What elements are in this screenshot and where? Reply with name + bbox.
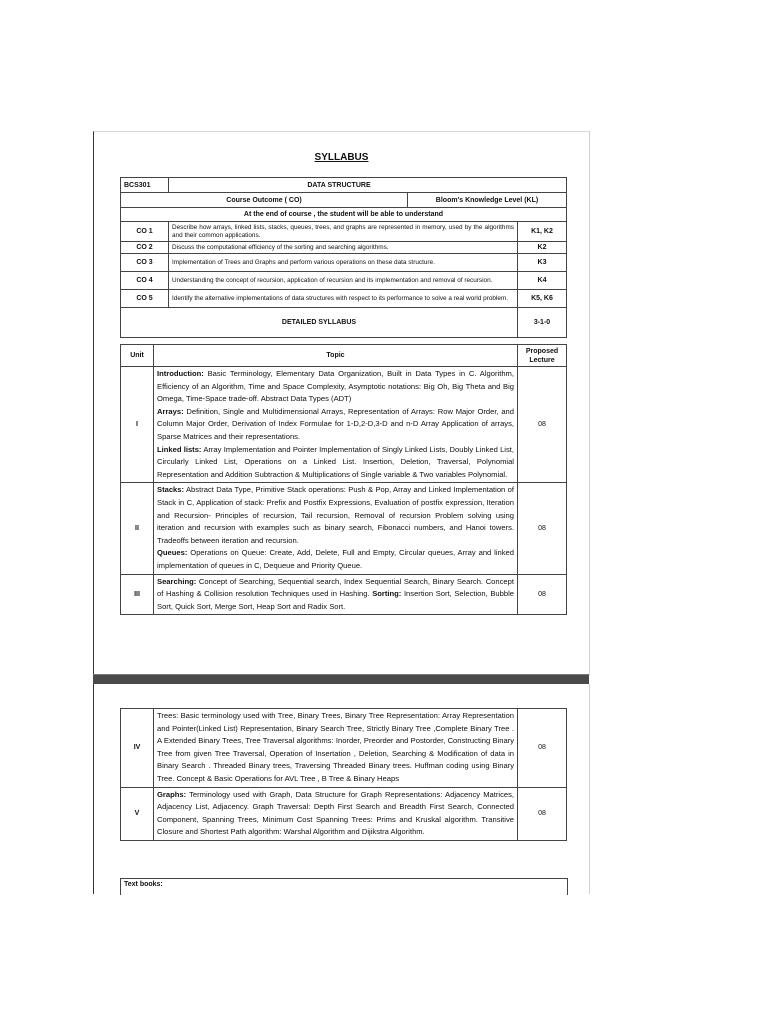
course-code: BCS301 [121,178,169,193]
unit-rows-continued [121,709,567,841]
co-row [121,242,567,254]
page-title: SYLLABUS [314,152,369,163]
lecture-count: 08 [518,574,567,615]
kl-heading: Bloom's Knowledge Level (KL) [408,193,567,208]
co-knowledge-level: K4 [518,272,567,290]
co-knowledge-level: K5, K6 [518,290,567,308]
topic-text: Abstract Data Type, Primitive Stack operations: Push & Pop, Array and Linked Implementation of Stack in C, Application of stack: Prefix and Postfix Expressions, Evaluation of postfix expression, Iteration and Recursion- Principles of recursion, Tail recursion, Removal of recursion Problem solving using iteration and recursion with examples such as binary search, Fibonacci numbers, and Hanoi towers. Tradeoffs between iteration and recursion. [157,485,514,545]
lecture-count: 08 [518,483,567,574]
unit-topic [154,787,518,840]
co-knowledge-level: K3 [518,254,567,272]
unit-topic [154,483,518,574]
topic-section [157,407,514,441]
topic-section [157,485,514,544]
co-row [121,272,567,290]
syllabus-page-2 [93,684,590,894]
units-table-continued [120,708,567,841]
unit-number: III [121,574,154,615]
topic-heading: Linked lists: [157,444,202,454]
co-description: Describe how arrays, linked lists, stacks, queues, trees, and graphs are represented in memory, used by the algorithms and their common applications. [169,222,518,242]
unit-number: V [121,787,154,840]
unit-number: II [121,483,154,574]
unit-row [121,367,567,483]
co-knowledge-level: K1, K2 [518,222,567,242]
co-description: Identify the alternative implementations of data structures with respect to its performance to solve a real world problem. [169,290,518,308]
co-id: CO 3 [121,254,169,272]
topic-text: Definition, Single and Multidimensional Arrays, Representation of Arrays: Row Major Order, and Column Major Order, Derivation of Index Formulae for 1-D,2-D,3-D and n-D Array Application of arrays, Sparse Matrices and their representations. [157,406,514,441]
unit-row [121,574,567,615]
topic-heading: Queues: [157,548,188,558]
topic-text: Trees: Basic terminology used with Tree, Binary Trees, Binary Tree Representation: Array Representation and Pointer(Linked List) Representation, Binary Search Tree, Strictly Binary Tree ,Complete Binary Tree . A Extended Binary Trees, Tree Traversal algorithms: Inorder, Preorder and Postorder, Constructing Binary Tree from given Tree Traversal, Operation of Insertation , Deletion, Searching & Modification of data in Binary Search . Threaded Binary trees, Traversing Threaded Binary trees. Huffman coding using Binary Tree. Concept & Basic Operations for AVL Tree , B Tree & Binary Heaps [157,711,514,783]
topic-heading: Graphs: [157,789,187,799]
unit-number: IV [121,709,154,788]
topic-text: Array Implementation and Pointer Implementation of Singly Linked Lists, Doubly Linked List, Circularly Linked List, Operations on a Linked List. Insertion, Deletion, Traversal, Polynomial Representation and Addition Subtraction & Multiplications of Single variable & Two variables Polynomial. [157,444,514,479]
unit-column-header: Unit [121,345,154,367]
co-row [121,254,567,272]
co-description: Implementation of Trees and Graphs and perform various operations on these data structure. [169,254,518,272]
topic-text: Insertion Sort, Selection, Bubble Sort, Quick Sort, Merge Sort, Heap Sort and Radix Sort. [157,589,514,611]
textbooks-label: Text books: [124,881,163,888]
co-description: Understanding the concept of recursion, application of recursion and its implementation and removal of recursion. [169,272,518,290]
unit-topic [154,367,518,483]
unit-row [121,787,567,840]
topic-text: Concept of Searching, Sequential search, Index Sequential Search, Binary Search. Concept of Hashing & Collision resolution Techniques used in Hashing. [157,576,514,599]
unit-number: I [121,367,154,483]
topic-text: Terminology used with Graph, Data Structure for Graph Representations: Adjacency Matrices, Adjacency List, Adjacency. Graph Traversal: Depth First Search and Breadth First Search, Connected Component, Spanning Trees, Minimum Cost Spanning Trees: Prims and Kruskal algorithm. Transitive Closure and Shortest Path algorithm: Warshal Algorithm and Dijikstra Algorithm. [157,789,514,837]
co-knowledge-level: K2 [518,242,567,254]
topic-heading: Introduction: [157,369,204,378]
lecture-count: 08 [518,367,567,483]
course-outcome-table [120,177,567,338]
topic-text: Basic Terminology, Elementary Data Organization, Built in Data Types in C. Algorithm, Efficiency of an Algorithm, Time and Space Complexity, Asymptotic notations: Big Oh, Big Theta and Big Omega, Time-Space trade-off. Abstract Data Types (ADT) [157,369,514,404]
co-id: CO 5 [121,290,169,308]
topic-section [157,369,514,403]
co-description: Discuss the computational efficiency of the sorting and searching algorithms. [169,242,518,254]
co-rows [121,222,567,308]
co-id: CO 1 [121,222,169,242]
unit-row [121,483,567,574]
lecture-count: 08 [518,787,567,840]
co-id: CO 4 [121,272,169,290]
co-row [121,222,567,242]
topic-heading: Sorting: [372,589,402,599]
lecture-column-header: Proposed Lecture [518,345,567,367]
topic-heading: Searching: [157,576,197,586]
topic-column-header: Topic [154,345,518,367]
unit-topic [154,574,518,615]
units-table [120,344,567,615]
topic-heading: Arrays: [157,406,184,416]
unit-row [121,709,567,788]
unit-rows [121,367,567,615]
topic-heading: Stacks: [157,485,185,495]
subject-name: DATA STRUCTURE [169,178,567,193]
detailed-syllabus-label: DETAILED SYLLABUS [121,308,518,338]
topic-section [157,548,514,570]
topic-text: Operations on Queue: Create, Add, Delete, Full and Empty, Circular queues, Array and linked implementation of queues in C, Dequeue and Priority Queue. [157,548,514,570]
ltp: 3-1-0 [518,308,567,338]
textbooks-section [120,878,568,895]
co-row [121,290,567,308]
co-intro: At the end of course , the student will be able to understand [121,208,567,222]
unit-topic [154,709,518,788]
co-id: CO 2 [121,242,169,254]
topic-section [157,445,514,479]
lecture-count: 08 [518,709,567,788]
syllabus-page-1 [93,131,590,675]
topic-section [157,711,514,783]
topic-section [157,790,514,837]
co-heading: Course Outcome ( CO) [121,193,408,208]
